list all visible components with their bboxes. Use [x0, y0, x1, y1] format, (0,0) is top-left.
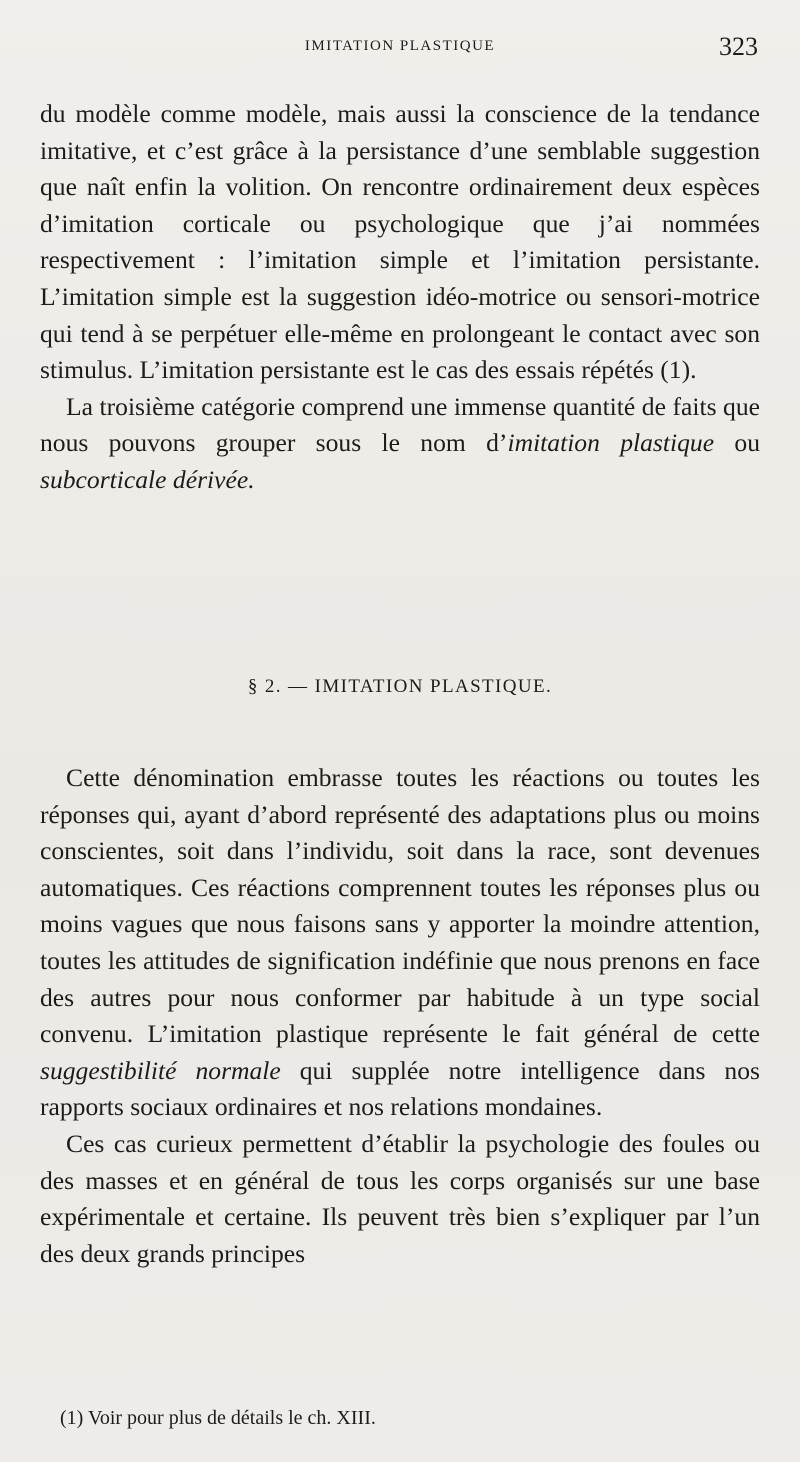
paragraph-3-italic-term: suggestibilité normale [40, 1055, 281, 1085]
paragraph-2-italic-term-2: subcorticale dérivée. [40, 464, 255, 494]
text-block-top [40, 96, 760, 499]
paragraph-1: du modèle comme modèle, mais aussi la conscience de la tendance imitative, et c’est grâce à la persistance d’une semblable suggestion que naît enfin la volition. On rencontre ordinairement deux espèces d’imitation corticale ou psychologique que j’ai nommées respectivement : l’imitation simple et l’imitation persistante. L’imitation simple est la suggestion idéo-motrice ou sensori-motrice qui tend à se perpétuer elle-même en prolongeant le contact avec son stimulus. L’imitation persistante est le cas des essais répétés (1). [40, 99, 760, 385]
text-block-bottom [40, 760, 760, 1272]
paragraph-2-text-start: La troisième catégorie comprend une immense quantité de faits que nous pouvons grouper sous le nom d’ [40, 391, 760, 458]
running-title: IMITATION PLASTIQUE [304, 38, 496, 54]
section-heading: § 2. — IMITATION PLASTIQUE. [247, 676, 553, 697]
paragraph-3-text-end: qui supplée notre intelligence dans nos rapports sociaux ordinaires et nos relations mondaines. [40, 1055, 760, 1122]
paragraph-2-text-middle: ou [714, 428, 760, 458]
footnote: (1) Voir pour plus de détails le ch. XIII. [60, 1407, 376, 1429]
running-head [0, 32, 800, 66]
paragraph-3-text-start: Cette dénomination embrasse toutes les réactions ou toutes les réponses qui, ayant d’abord représenté des adaptations plus ou moins conscientes, soit dans l’individu, soit dans la race, sont devenues automatiques. Ces réactions comprennent toutes les réponses plus ou moins vagues que nous faisons sans y apporter la moindre attention, toutes les attitudes de signification indéfinie que nous prenons en face des autres pour nous conformer par habitude à un type social convenu. L’imitation plastique représente le fait général de cette [40, 763, 760, 1049]
paragraph-3 [40, 760, 760, 1126]
paragraph-2 [40, 389, 760, 499]
paragraph-2-italic-term-1: imitation plastique [507, 428, 715, 458]
page-number: 323 [719, 32, 758, 61]
paragraph-4: Ces cas curieux permettent d’établir la psychologie des foules ou des masses et en général de tous les corps organisés sur une base expérimentale et certaine. Ils peuvent très bien s’expliquer par l’un des deux grands principes [40, 1128, 760, 1268]
